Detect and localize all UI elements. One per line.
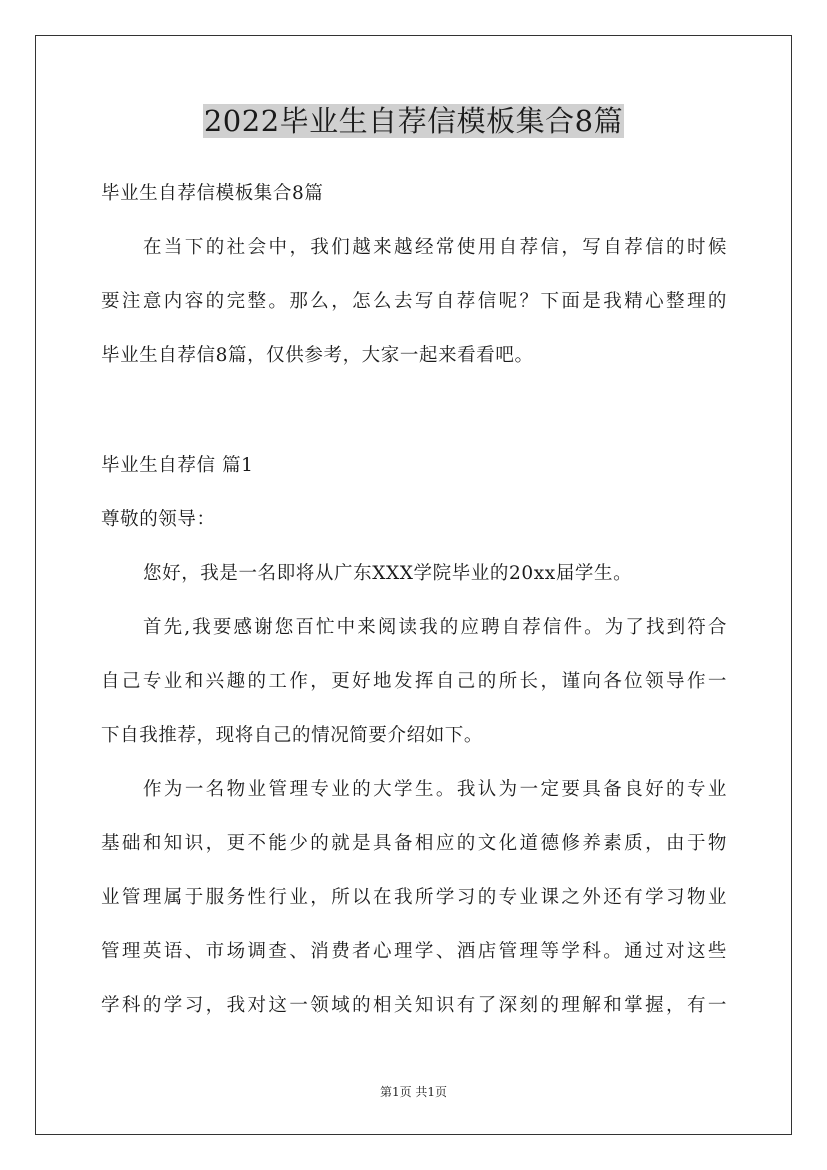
paragraph1-line-1: 首先,我要感谢您百忙中来阅读我的应聘自荐信件。为了找到符合 — [143, 617, 727, 638]
document-title — [0, 99, 827, 143]
paragraph1-line-3: 下自我推荐，现将自己的情况简要介绍如下。 — [101, 725, 484, 746]
intro-line-1: 在当下的社会中，我们越来越经常使用自荐信，写自荐信的时候 — [143, 237, 727, 258]
paragraph1-line-2: 自己专业和兴趣的工作，更好地发挥自己的所长，谨向各位领导作一 — [101, 671, 727, 692]
paragraph2-line-3: 业管理属于服务性行业，所以在我所学习的专业课之外还有学习物业 — [101, 887, 727, 908]
greeting-line: 您好，我是一名即将从广东XXX学院毕业的20xx届学生。 — [143, 563, 633, 584]
paragraph2-line-4: 管理英语、市场调查、消费者心理学、酒店管理等学科。通过对这些 — [101, 941, 727, 962]
page-footer: 第1页 共1页 — [379, 1085, 448, 1099]
paragraph2-line-2: 基础和知识，更不能少的就是具备相应的文化道德修养素质，由于物 — [101, 833, 727, 854]
paragraph2-line-1: 作为一名物业管理专业的大学生。我认为一定要具备良好的专业 — [143, 779, 727, 800]
section-heading: 毕业生自荐信 篇1 — [101, 455, 254, 476]
intro-line-3: 毕业生自荐信8篇，仅供参考，大家一起来看看吧。 — [101, 345, 534, 366]
intro-line-2: 要注意内容的完整。那么，怎么去写自荐信呢？下面是我精心整理的 — [101, 291, 727, 312]
document-subtitle: 毕业生自荐信模板集合8篇 — [101, 183, 324, 204]
document-title-text: 2022毕业生自荐信模板集合8篇 — [203, 104, 624, 138]
paragraph2-line-5: 学科的学习，我对这一领域的相关知识有了深刻的理解和掌握，有一 — [101, 995, 727, 1016]
salutation: 尊敬的领导： — [101, 509, 216, 530]
